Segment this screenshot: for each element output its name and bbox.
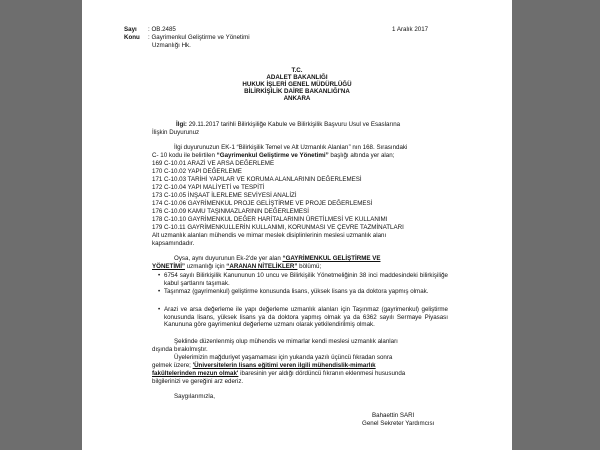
code-list-item: 171 C-10.03 TARİHİ YAPILAR VE KORUMA ALANLARININ DEĞERLEMESİ <box>152 176 362 183</box>
code-list-item: 174 C-10.06 GAYRİMENKUL PROJE GELİŞTİRME VE PROJE DEĞERLEMESİ <box>152 200 373 207</box>
para5-line1: Üyelerimizin mağduriyet yaşamaması için yukarıda yazılı üçüncü fıkradan sonra <box>174 354 393 361</box>
code-list-item: 173 C-10.05 İNŞAAT İLERLEME SEVİYESİ ANALİZİ <box>152 192 297 199</box>
para3-line1: Oysa, aynı duyurunun Ek-2'de yer alan “GAYRİMENKUL GELİŞTİRME VE <box>174 255 381 262</box>
code-list-item: 176 C-10.09 KAMU TAŞINMAZLARININ DEĞERLEMESİ <box>152 208 309 215</box>
konu-label: Konu <box>124 34 140 41</box>
para5-line4: bilgilerinizi ve gereğini arz ederiz. <box>152 378 244 385</box>
bullet-icon: • <box>158 306 161 313</box>
document-date: 1 Aralık 2017 <box>392 26 429 33</box>
para1-line2: C- 10 kodu ile belirtilen “Gayrimenkul Geliştirme ve Yönetimi” başlığı altında yer alan; <box>152 152 395 159</box>
code-list-item: 179 C-10.11 GAYRİMENKULLERİN KULLANIMI, KORUNMASI VE ÇEVRE TAZMİNATLARI <box>152 224 404 231</box>
code-list-item: 172 C-10.04 YAPI MALİYETİ ve TESPİTİ <box>152 184 265 191</box>
para2-line2: kapsamındadır. <box>152 240 195 247</box>
sayi-value: : OB.2485 <box>148 26 176 33</box>
bullet-icon: • <box>158 288 161 295</box>
address-tc: T.C. <box>291 67 303 74</box>
para2-line1: Alt uzmanlık alanları mühendis ve mimar meslek disiplinlerinin meslesi uzmanlık alanı <box>152 232 387 239</box>
konu-line2: Uzmanlığı Hk. <box>152 42 191 49</box>
document-page <box>82 0 512 450</box>
address-ministry: ADALET BAKANLIĞI <box>266 74 328 81</box>
address-city: ANKARA <box>283 95 311 102</box>
para5-line2: gelmek üzere; 'Üniversitelerin lisans eğitimi veren ilgili mühendislik-mimarlık <box>152 362 376 369</box>
para4-line1: Şeklinde düzenlenmiş olup mühendis ve mimarlar kendi meslesi uzmanlık alanları <box>174 338 398 345</box>
code-list-item: 178 C-10.10 GAYRİMENKUL DEĞER HARİTALARININ ÜRETİLMESİ VE KULLANIMI <box>152 216 388 223</box>
address-directorate: HUKUK İŞLERİ GENEL MÜDÜRLÜĞÜ <box>242 81 352 88</box>
para5-line3: fakültelerinden mezun olmak' ibaresinin yer aldığı dördüncü fıkranın eklenmesi hususunda <box>152 370 406 377</box>
ilgi-line1: İlgi: 29.11.2017 tarihli Bilirkişiliğe Kabule ve Bilirkişilik Başvuru Usul ve Esaslarına <box>176 121 401 128</box>
bullet-item: 6754 sayılı Bilirkişilik Kanununun 10 uncu ve Bilirkişilik Yönetmeliğinin 38 inci maddesindeki bilirkişiliğe kabul şartlarını taşımak. <box>164 272 448 287</box>
code-list-item: 169 C-10.01 ARAZİ VE ARSA DEĞERLEME <box>152 160 275 167</box>
ilgi-line2: İlişkin Duyurunuz <box>152 129 200 136</box>
sayi-label: Sayı <box>124 26 137 33</box>
signature-name: Bahaettin SARI <box>372 412 415 419</box>
address-department: BİLİRKİŞİLİK DAİRE BAKANLIĞI'NA <box>244 88 350 95</box>
code-list-item: 170 C-10.02 YAPI DEĞERLEME <box>152 168 242 175</box>
bullet-item: Arazi ve arsa değerleme ile yapı değerleme uzmanlık alanları için Taşınmaz (gayrimenkul) geliştirme konusunda lisans, yüksek lisans ya da doktora yapmış olmak ya da 6362 sayılı Sermaye Piyasası Kanununa göre gayrimenkul değerleme uzmanı olarak yetkilendirilmiş olmak. <box>164 306 448 329</box>
para4-line2: dışında bırakılmıştır. <box>152 346 208 353</box>
bullet-icon: • <box>158 272 161 279</box>
konu-line1: : Gayrimenkul Geliştirme ve Yönetimi <box>148 34 250 41</box>
para1-line1: İlgi duyurunuzun EK-1 “Bilirkişilik Temel ve Alt Uzmanlık Alanları” nın 168. Sırasındaki <box>174 144 408 151</box>
para3-line2: YÖNETİMİ” uzmanlığı için “ARANAN NİTELİKLER” bölümü; <box>152 263 322 270</box>
closing: Saygılarımızla, <box>174 393 215 400</box>
bullet-item: Taşınmaz (gayrimenkul) geliştirme konusunda lisans, yüksek lisans ya da doktora yapmış olmak. <box>164 288 429 295</box>
signature-title: Genel Sekreter Yardımcısı <box>362 420 435 427</box>
